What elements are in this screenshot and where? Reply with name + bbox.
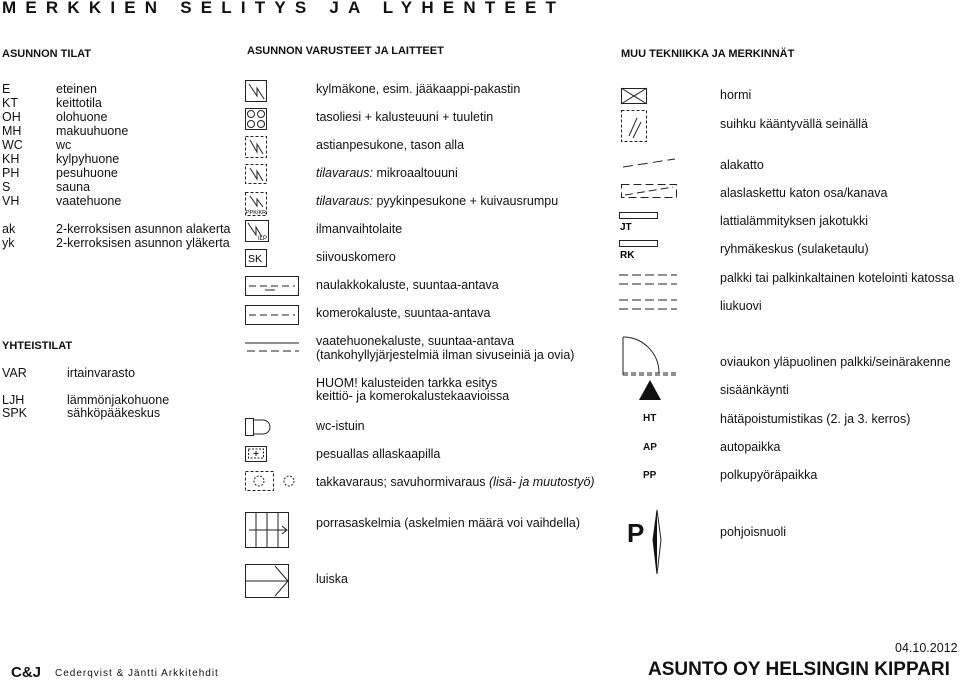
ap-label: AP [643,442,657,453]
chimney-symbol-icon [621,88,647,104]
wardrobe-symbol-icon [245,342,299,358]
room-name: keittotila [56,96,102,110]
section-other-heading: MUU TEKNIIKKA JA MERKINNÄT [621,48,795,60]
room-abbr: PH [2,166,20,180]
architects-name: Cederqvist & Jäntti Arkkitehdit [55,668,219,679]
pp-label: PP [643,470,657,481]
equipment-washer [316,195,558,209]
common-name: irtainvarasto [67,366,136,380]
room-name: pesuhuone [56,166,118,180]
common-name: lämmönjakohuone [67,393,170,407]
stove-symbol-icon [245,108,267,130]
ventilation-symbol-icon [245,220,269,242]
other-sliding-door: liukuovi [720,299,762,313]
document-date: 04.10.2012 [895,641,958,655]
other-emergency: hätäpoistumistikas (2. ja 3. kerros) [720,412,911,426]
equipment-stove: tasoliesi + kalusteuuni + tuuletin [316,110,494,124]
fireplace-note: (lisä- ja muutostyö) [489,475,595,489]
floor-name: 2-kerroksisen asunnon yläkerta [56,236,230,250]
common-abbr: LJH [2,393,25,407]
equipment-ramp: luiska [316,572,348,586]
other-bike: polkupyöräpaikka [720,468,818,482]
other-lowered-ceiling: alakatto [720,158,764,172]
common-abbr: SPK [2,406,28,420]
equipment-dishwasher: astianpesukone, tason alla [316,138,465,152]
other-shower: suihku kääntyvällä seinällä [720,117,869,131]
equipment-stairs: porrasaskelmia (askelmien määrä voi vaihdella) [316,516,580,530]
fireplace-symbol-icon [245,471,297,491]
equipment-fridge: kylmäkone, esim. jääkaappi-pakastin [316,82,521,96]
fireplace-text: takkavaraus; savuhormivaraus [316,475,489,489]
equipment-fireplace [316,476,595,490]
microwave-text: mikroaaltouuni [372,166,458,180]
floor-heating-symbol-icon [619,212,659,234]
wc-seat-symbol-icon [245,418,271,436]
room-abbr: VH [2,194,20,208]
room-abbr: E [2,82,11,96]
equipment-cabinet: komerokaluste, suuntaa-antava [316,306,491,320]
other-north: pohjoisnuoli [720,525,787,539]
group-panel-symbol-icon [619,240,659,262]
microwave-symbol-icon [245,164,267,184]
other-beam: palkki tai palkinkaltainen kotelointi katossa [720,271,955,285]
equipment-note: HUOM! kalusteiden tarkka esitys [316,376,498,390]
room-abbr: MH [2,124,22,138]
lowered-duct-symbol-icon [621,184,677,198]
section-common-heading: YHTEISTILAT [2,340,73,352]
room-name: olohuone [56,110,108,124]
equipment-wardrobe: vaatehuonekaluste, suuntaa-antava [316,334,515,348]
floor-abbr: yk [2,236,15,250]
lowered-ceiling-symbol-icon [621,157,677,169]
other-car: autopaikka [720,440,781,454]
equipment-wc: wc-istuin [316,419,365,433]
washer-symbol-icon [245,192,267,216]
common-abbr: VAR [2,366,27,380]
dishwasher-symbol-icon [245,136,267,158]
equipment-cleaning-closet: siivouskomero [316,250,396,264]
floor-abbr: ak [2,222,16,236]
equipment-wardrobe-note: (tankohyllyjärjestelmiä ilman sivuseiniä ja ovia) [316,348,575,362]
room-name: eteinen [56,82,98,96]
ppkr-label: PPK/KR [245,210,267,216]
equipment-ventilation: ilmanvaihtolaite [316,222,403,236]
sliding-door-symbol-icon [619,299,677,311]
equipment-coat-rack: naulakkokaluste, suuntaa-antava [316,278,499,292]
wash-basin-symbol-icon [245,446,267,462]
north-letter: P [627,518,645,548]
north-arrow-icon [650,510,664,574]
common-name: sähköpääkeskus [67,406,161,420]
washer-prefix: tilavaraus: [316,194,373,208]
coat-rack-symbol-icon [245,276,299,296]
beam-symbol-icon [619,274,677,286]
other-floor-heating: lattialämmityksen jakotukki [720,214,868,228]
room-abbr: KH [2,152,20,166]
cabinet-symbol-icon [245,305,299,325]
room-name: vaatehuone [56,194,122,208]
room-abbr: KT [2,96,18,110]
equipment-note-2: keittiö- ja komerokalustekaavioissa [316,389,510,403]
jt-label: JT [620,222,632,233]
section-equipment-heading: ASUNNON VARUSTEET JA LAITTEET [247,45,444,57]
entrance-triangle-icon [639,380,661,400]
page-title: MERKKIEN SELITYS JA LYHENTEET [2,0,566,17]
door-beam-symbol-icon [619,335,679,379]
company-logo: C&J [11,664,42,681]
rk-label: RK [620,250,635,261]
room-abbr: OH [2,110,21,124]
housing-company-name: ASUNTO OY HELSINGIN KIPPARI [648,659,950,680]
other-chimney: hormi [720,88,752,102]
shower-wall-symbol-icon [621,110,647,142]
room-name: wc [56,138,72,152]
floor-name: 2-kerroksisen asunnon alakerta [56,222,231,236]
other-group-panel: ryhmäkeskus (sulaketaulu) [720,242,869,256]
sk-label: SK [248,253,263,265]
ilp-label: ILP [257,236,267,242]
other-lowered-duct: alaslaskettu katon osa/kanava [720,186,888,200]
room-name: sauna [56,180,91,194]
ht-label: HT [643,413,657,424]
ramp-symbol-icon [245,564,289,598]
section-rooms-heading: ASUNNON TILAT [2,48,92,60]
room-name: makuuhuone [56,124,129,138]
equipment-basin: pesuallas allaskaapilla [316,447,441,461]
microwave-prefix: tilavaraus: [316,166,373,180]
room-abbr: S [2,180,11,194]
room-abbr: WC [2,138,23,152]
room-name: kylpyhuone [56,152,120,166]
cleaning-closet-symbol-icon [245,249,267,267]
fridge-symbol-icon [245,80,267,102]
equipment-microwave [316,167,458,181]
other-entrance: sisäänkäynti [720,383,789,397]
washer-text: pyykinpesukone + kuivausrumpu [372,194,559,208]
other-door-beam: oviaukon yläpuolinen palkki/seinärakenne [720,355,951,369]
stairs-symbol-icon [245,512,289,548]
